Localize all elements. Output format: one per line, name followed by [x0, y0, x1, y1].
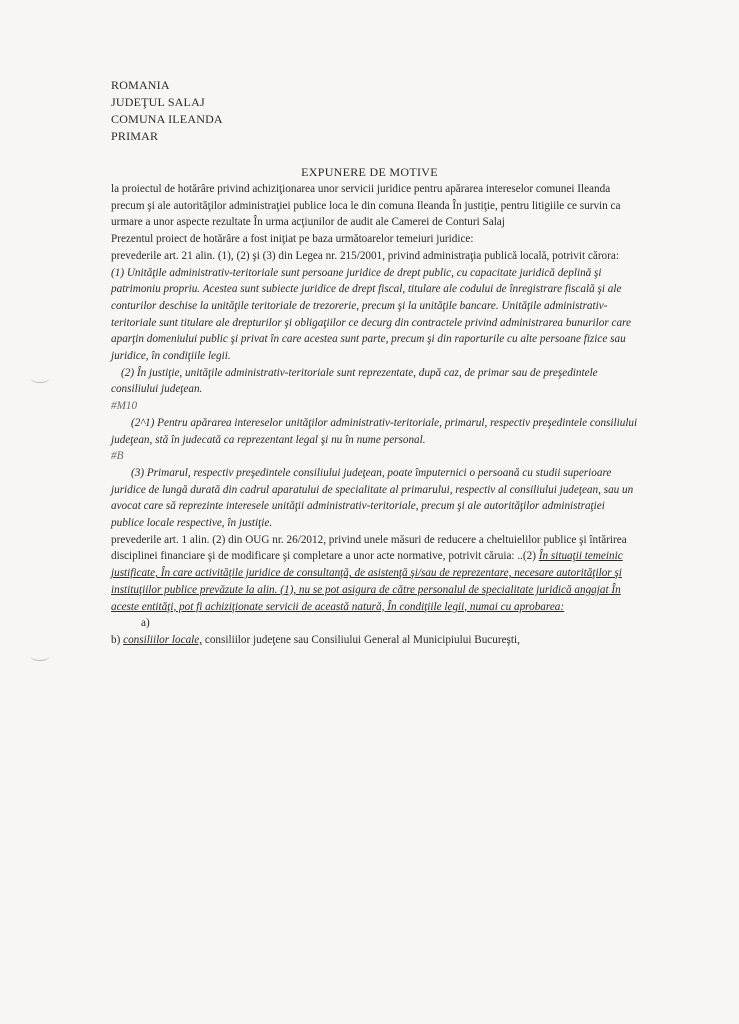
article-paragraph-2-1: (2^1) Pentru apărarea intereselor unităţilor administrativ-teritoriale, primarul, respectiv preşedintele consiliului judeţean, stă în judecată ca reprezentant legal şi nu în nume personal.	[111, 416, 638, 446]
law2-text: prevederile art. 1 alin. (2) din OUG nr. 26/2012, privind unele măsuri de reducere a cheltuielilor publice şi întărirea disciplinei financiare şi de modificare şi completare a unor acte normative, potrivit căruia: ..(2)	[111, 533, 627, 563]
amendment-marker-m10: #M10	[111, 400, 138, 413]
office-line: PRIMAR	[111, 129, 159, 143]
intro-paragraph: la proiectul de hotărâre privind achiziţionarea unor servicii juridice pentru apărarea intereselor comunei Ileanda precum şi ale autorităţilor administraţiei publice loca le din comuna Ileanda În justiţie, pentru litigiile ce survin ca urmare a unor aspecte rezultate În urma acţiunilor de audit ale Camerei de Conturi Salaj	[111, 183, 621, 229]
document-body	[111, 181, 639, 649]
letterhead	[111, 77, 223, 145]
punch-hole-mark-bottom	[30, 650, 50, 661]
item-b-rest: consiliilor judeţene sau Consiliului General al Municipiului Bucureşti,	[202, 633, 520, 646]
county-line: JUDEŢUL SALAJ	[111, 95, 205, 109]
article-paragraph-3: (3) Primarul, respectiv preşedintele consiliului judeţean, poate împuternici o persoană cu studii superioare juridice de lungă durată din cadrul aparatului de specialitate al primarului, respectiv al consiliului judeţean, sau un avocat care să reprezinte interesele unităţii administrativ-teritoriale, precum şi ale autorităţilor administraţiei publice locale respective, în justiţie.	[111, 466, 634, 530]
punch-hole-mark-top	[30, 372, 50, 383]
amendment-marker-b: #B	[111, 450, 124, 463]
article-paragraph-2: (2) În justiţie, unităţile administrativ-teritoriale sunt reprezentate, după caz, de primar sau de preşedintele consiliului judeţean.	[111, 366, 598, 396]
basis-paragraph: Prezentul proiect de hotărâre a fost iniţiat pe baza următoarelor temeiuri juridice:	[111, 233, 474, 246]
list-item-b	[111, 632, 639, 649]
law2-paragraph	[111, 532, 639, 616]
law2-underlined-text: În situaţii temeinic justificate, În care activităţile juridice de consultanţă, de asistenţă şi/sau de reprezentare, necesare autorităţilor şi instituţiilor publice prevăzute la alin. (1), nu se pot asigura de către personalul de specialitate juridică angajat În aceste entităţi, pot fi achiziţionate servicii de această natură, În condiţiile legii, numai cu aprobarea:	[111, 550, 623, 613]
item-b-underlined: consiliilor locale,	[123, 633, 203, 646]
country-line: ROMANIA	[111, 78, 170, 92]
list-item-a: a)	[141, 617, 150, 630]
item-b-prefix: b)	[111, 633, 124, 646]
commune-line: COMUNA ILEANDA	[111, 112, 223, 126]
article-paragraph-1: (1) Unităţile administrativ-teritoriale sunt persoane juridice de drept public, cu capacitate juridică deplină şi patrimoniu propriu. Acestea sunt subiecte juridice de drept fiscal, titulare ale codului de înregistrare fiscală şi ale conturilor deschise la unităţile teritoriale de trezorerie, precum şi la unităţile bancare. Unităţile administrativ-teritoriale sunt titulare ale drepturilor şi obligaţiilor ce decurg din contractele privind administrarea bunurilor care aparţin domeniului public şi privat în care acestea sunt parte, precum şi din raporturile cu alte persoane fizice sau juridice, în condiţiile legii.	[111, 266, 631, 363]
law1-paragraph: prevederile art. 21 alin. (1), (2) şi (3) din Legea nr. 215/2001, privind administraţia publică locală, potrivit cărora:	[111, 249, 619, 262]
document-title: EXPUNERE DE MOTIVE	[301, 165, 438, 179]
